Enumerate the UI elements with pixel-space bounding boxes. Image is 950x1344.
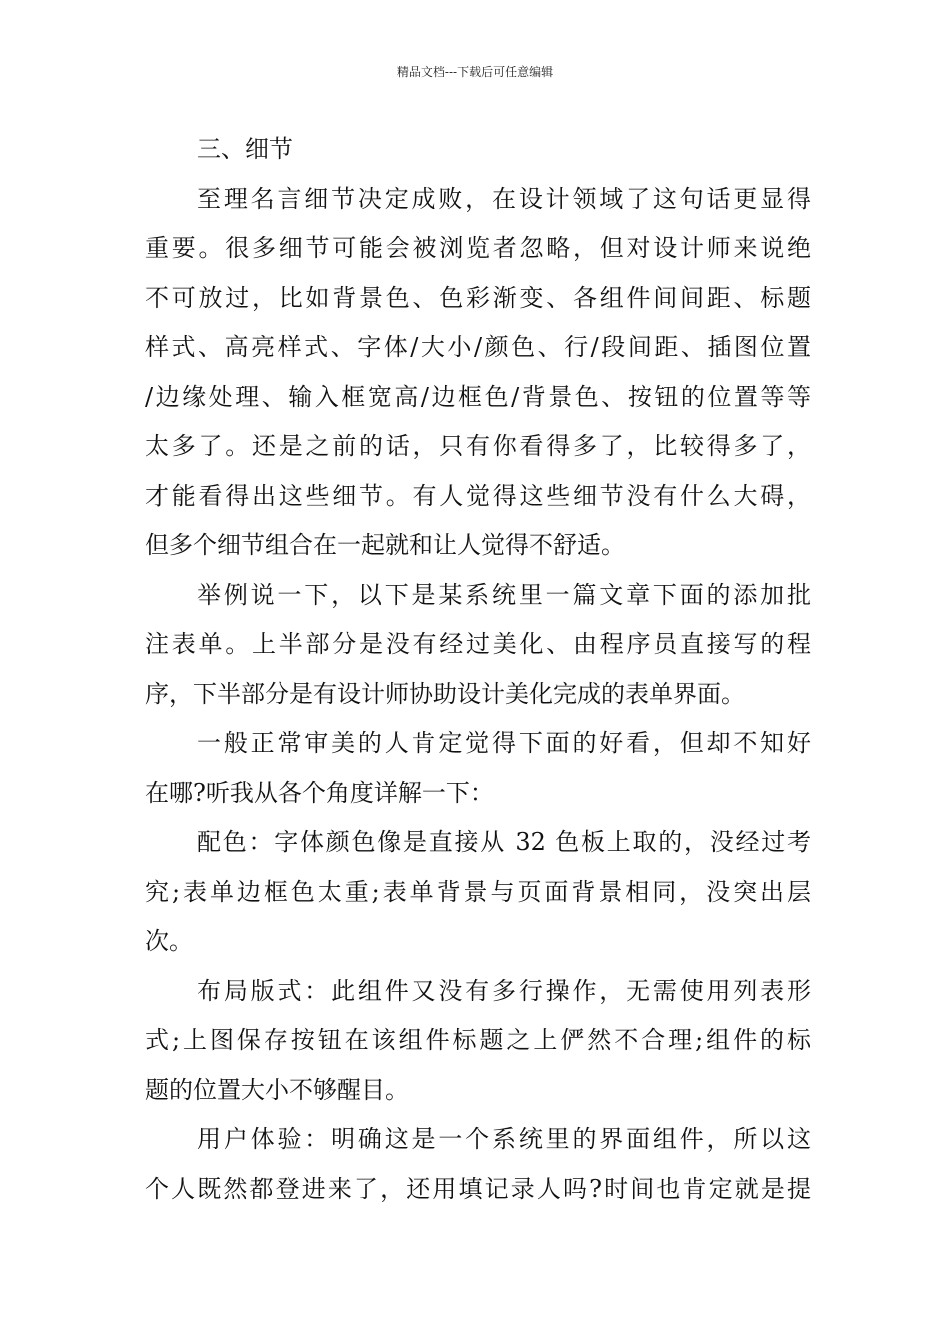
text-line: 注表单。上半部分是没有经过美化、由程序员直接写的程 (145, 630, 811, 658)
page-header: 精品文档---下载后可任意编辑 (396, 65, 554, 79)
text-line: 至理名言细节决定成败，在设计领域了这句话更显得 (197, 184, 811, 213)
text-line: 在哪?听我从各个角度详解一下： (145, 778, 494, 807)
text-line: 不可放过，比如背景色、色彩渐变、各组件间间距、标题 (145, 283, 811, 312)
text-line: 题的位置大小不够醒目。 (145, 1075, 409, 1104)
text-line: 样式、高亮样式、字体/大小/颜色、行/段间距、插图位置 (145, 333, 811, 361)
text-line: 但多个细节组合在一起就和让人觉得不舒适。 (145, 531, 625, 559)
text-line: 布局版式：此组件又没有多行操作，无需使用列表形 (197, 976, 811, 1005)
text-line: 太多了。还是之前的话，只有你看得多了，比较得多了， (145, 432, 811, 460)
text-line: /边缘处理、输入框宽高/边框色/背景色、按钮的位置等等 (145, 382, 811, 411)
text-line: 举例说一下，以下是某系统里一篇文章下面的添加批 (197, 580, 811, 609)
text-line: 一般正常审美的人肯定觉得下面的好看，但却不知好 (197, 729, 811, 757)
text-line: 用户体验：明确这是一个系统里的界面组件，所以这 (197, 1125, 811, 1153)
text-line: 三、细节 (197, 135, 293, 163)
text-line: 个人既然都登进来了，还用填记录人吗?时间也肯定就是提 (145, 1174, 811, 1203)
text-line: 究;表单边框色太重;表单背景与页面背景相同，没突出层 (145, 877, 811, 906)
document-body (145, 125, 811, 1214)
text-line: 配色：字体颜色像是直接从 32 色板上取的，没经过考 (197, 828, 811, 856)
text-line: 重要。很多细节可能会被浏览者忽略，但对设计师来说绝 (145, 234, 811, 262)
text-line: 式;上图保存按钮在该组件标题之上俨然不合理;组件的标 (145, 1026, 811, 1054)
text-line: 次。 (145, 927, 193, 955)
text-line: 才能看得出这些细节。有人觉得这些细节没有什么大碍， (145, 481, 811, 510)
text-line: 序，下半部分是有设计师协助设计美化完成的表单界面。 (145, 679, 745, 708)
